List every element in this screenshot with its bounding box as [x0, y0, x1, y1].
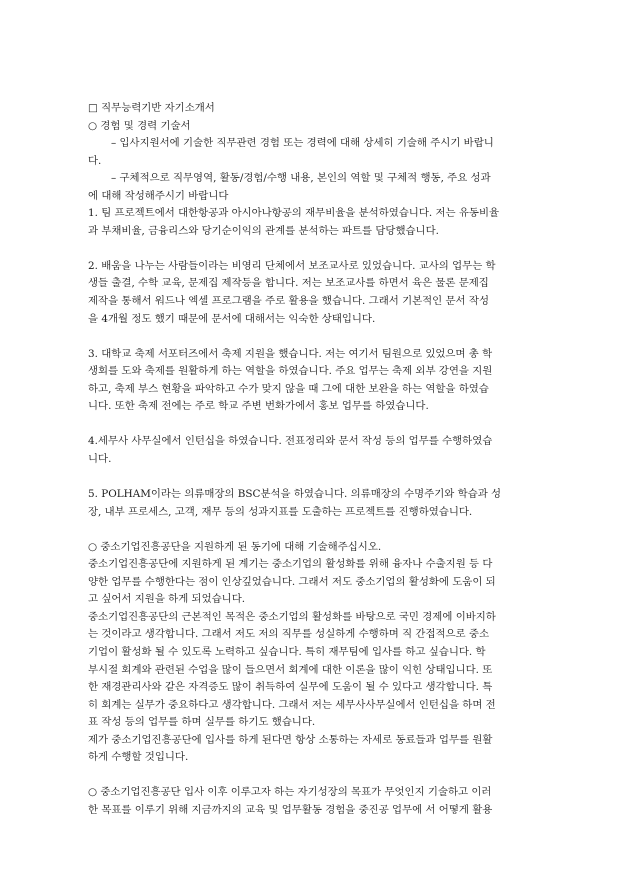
experience-item-5: 5. POLHAM이라는 의류매장의 BSC분석을 하였습니다. 의류매장의 수명주기와 학습과 성 [88, 488, 502, 501]
section-motivation-heading: ○ 중소기업진흥공단을 지원하게 된 동기에 대해 기술해주십시오. [88, 540, 382, 553]
motivation-line: 한 재경관리사와 같은 자격증도 많이 취득하여 실무에 도움이 될 수 있다고 생각합니다. 특 [88, 681, 493, 694]
instruction-line: 에 대해 작성해주시기 바랍니다 [88, 189, 229, 202]
motivation-line: 부시절 회계와 관련된 수업을 많이 들으면서 회계에 대한 이론을 많이 익힌 상태입니다. 또 [88, 663, 493, 676]
motivation-line: 표 작성 등의 업무를 하며 실무를 하기도 했습니다. [88, 716, 316, 729]
motivation-line: 히 회계는 실무가 중요하다고 생각합니다. 그래서 저는 세무사사무실에서 인턴십을 하며 전 [88, 698, 496, 711]
experience-item-1: 1. 팀 프로젝트에서 대한항공과 아시아나항공의 재무비율을 분석하였습니다. 저는 유동비율 [88, 207, 500, 220]
motivation-line: 양한 업무를 수행한다는 점이 인상깊었습니다. 그래서 저도 중소기업의 활성화에 도움이 되 [88, 575, 496, 588]
experience-item-3: 3. 대학교 축제 서포터즈에서 축제 지원을 했습니다. 저는 여기서 팀원으로 있었으며 총 학 [88, 347, 493, 360]
document-title: □ 직무능력기반 자기소개서 [88, 102, 215, 114]
experience-item-3: 하고, 축제 부스 현황을 파악하고 수가 맞지 않을 때 그에 대한 보완을 하는 역할을 하였습 [88, 382, 489, 395]
motivation-line: 기업이 활성화 될 수 있도록 노력하고 싶습니다. 특히 재무팀에 입사를 하고 싶습니다. 학 [88, 645, 486, 658]
cover-letter-page [88, 100, 540, 819]
section-experience-heading: ○ 경험 및 경력 기술서 [88, 119, 191, 132]
instruction-line: – 입사지원서에 기술한 직무관련 경험 또는 경력에 대해 상세히 기술해 주시기 바랍니 [111, 137, 494, 150]
growth-line: 한 목표를 이루기 위해 지금까지의 교육 및 업무활동 경험을 중진공 업무에 서 어떻게 활용 [88, 803, 493, 816]
experience-item-2: 생들 출결, 수학 교육, 문제집 제작등을 합니다. 저는 보조교사를 하면서 육은 물론 문제집 [88, 277, 489, 290]
motivation-line: 하게 수행할 것입니다. [88, 751, 189, 764]
instruction-line: 다. [88, 154, 102, 167]
experience-item-5: 장, 내부 프로세스, 고객, 재무 등의 성과지표를 도출하는 프로젝트를 진행하였습니다. [88, 505, 473, 518]
motivation-line: 중소기업진흥공단의 근본적인 목적은 중소기업의 활성화를 바탕으로 국민 경제에 이바지하 [88, 610, 496, 623]
experience-item-3: 생회를 도와 축제를 원활하게 하는 역할을 하였습니다. 주요 업무는 축제 외부 강연을 지원 [88, 365, 493, 378]
motivation-line: 중소기업진흥공단에 지원하게 된 계기는 중소기업의 활성화를 위해 융자나 수출지원 등 다 [88, 558, 493, 571]
experience-item-2: 2. 배움을 나누는 사람들이라는 비영리 단체에서 보조교사로 있었습니다. 교사의 업무는 학 [88, 259, 496, 272]
motivation-line: 제가 중소기업진흥공단에 입사를 하게 된다면 항상 소통하는 자세로 동료들과 업무를 원활 [88, 733, 493, 746]
experience-item-2: 제작을 통해서 워드나 엑셀 프로그램을 주로 활용을 했습니다. 그래서 기본적인 문서 작성 [88, 295, 489, 308]
experience-item-2: 을 4개월 정도 했기 때문에 문서에 대해서는 익숙한 상태입니다. [88, 312, 376, 325]
motivation-line: 는 것이라고 생각합니다. 그래서 저도 저의 직무를 성실하게 수행하며 직 간접적으로 중소 [88, 628, 489, 641]
experience-item-3: 니다. 또한 축제 전에는 주로 학교 주변 번화가에서 홍보 업무를 하였습니다. [88, 400, 429, 413]
motivation-line: 고 싶어서 지원을 하게 되었습니다. [88, 593, 246, 606]
experience-item-4: 니다. [88, 452, 112, 465]
experience-item-1: 과 부채비율, 금융리스와 당기순이익의 관계를 분석하는 파트를 담당했습니다. [88, 224, 439, 237]
experience-item-4: 4.세무사 사무실에서 인턴십을 하였습니다. 전표정리와 문서 작성 등의 업무를 수행하였습 [88, 435, 493, 448]
instruction-line: – 구체적으로 직무영역, 활동/경험/수행 내용, 본인의 역할 및 구체적 행동, 주요 성과 [111, 172, 491, 185]
section-growth-heading: ○ 중소기업진흥공단 입사 이후 이루고자 하는 자기성장의 목표가 무엇인지 기술하고 이러 [88, 786, 492, 799]
